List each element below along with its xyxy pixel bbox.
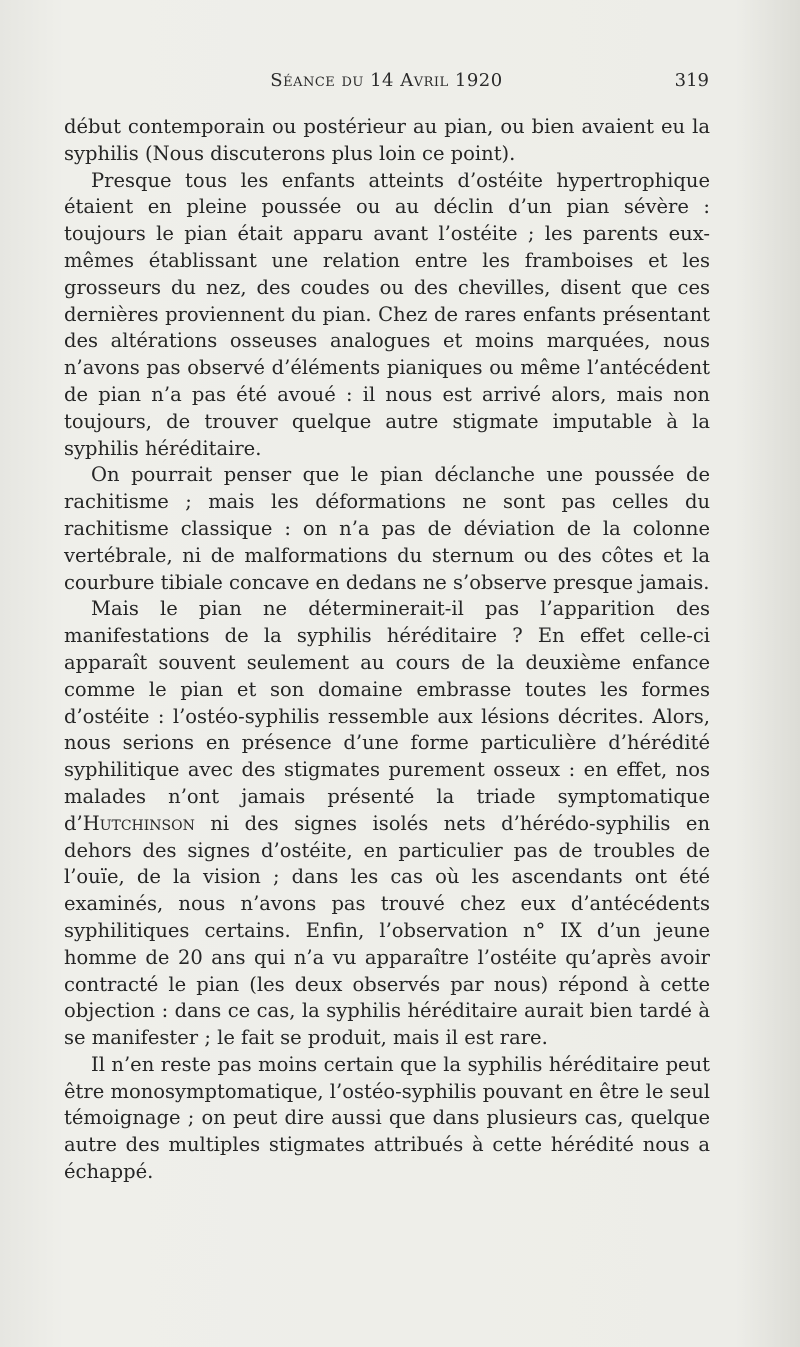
paragraph-4: [64, 596, 710, 1052]
page-number: 319: [674, 70, 709, 91]
body-text: [64, 114, 710, 1186]
paragraph-3: On pourrait penser que le pian déclanche une poussée de rachitisme ; mais les déformations ne sont pas celles du rachitisme classique : on n’a pas de déviation de la colonne vertébrale, ni de malformations du sternum ou des côtes et la courbure tibiale concave en dedans ne s’observe presque jamais.: [64, 463, 710, 594]
paragraph-4-part-1: Mais le pian ne déterminerait-il pas l’apparition des manifestations de la syphilis héréditaire ? En effet celle-ci apparaît souvent seulement au cours de la deuxième enfance comme le pian et son domaine embrasse toutes les formes d’ostéite : l’ostéo-syphilis ressemble aux lésions décrites. Alors, nous serions en présence d’une forme particulière d’hérédité syphilitique avec des stigmates purement osseux : en effet, nos malades n’ont jamais présenté la triade symptomatique d’: [64, 597, 710, 835]
paragraph-1: début contemporain ou postérieur au pian, ou bien avaient eu la syphilis (Nous discuterons plus loin ce point).: [64, 115, 710, 165]
author-name: Hutchinson: [82, 811, 195, 835]
running-title: Séance du 14 Avril 1920: [270, 70, 503, 91]
page-header: [64, 70, 709, 98]
paragraph-5: Il n’en reste pas moins certain que la syphilis héréditaire peut être monosymptomatique, l’ostéo-syphilis pouvant en être le seul témoignage ; on peut dire aussi que dans plusieurs cas, quelque autre des multiples stigmates attribués à cette hérédité nous a échappé.: [64, 1052, 710, 1184]
paragraph-2: Presque tous les enfants atteints d’ostéite hypertrophique étaient en pleine poussée ou au déclin d’un pian sévère : toujours le pian était apparu avant l’ostéite ; les parents eux-mêmes établissant une relation entre les framboises et les grosseurs du nez, des coudes ou des chevilles, disent que ces dernières proviennent du pian. Chez de rares enfants présentant des altérations osseuses analogues et moins marquées, nous n’avons pas observé d’éléments pianiques ou même l’antécédent de pian n’a pas été avoué : il nous est arrivé alors, mais non toujours, de trouver quelque autre stigmate imputable à la syphilis héréditaire.: [64, 168, 710, 460]
paragraph-4-part-2: ni des signes isolés nets d’hérédo-syphilis en dehors des signes d’ostéite, en particulier pas de troubles de l’ouïe, de la vision ; dans les cas où les ascendants ont été examinés, nous n’avons pas trouvé chez eux d’antécédents syphilitiques certains. Enfin, l’observation n° IX d’un jeune homme de 20 ans qui n’a vu apparaître l’ostéite qu’après avoir contracté le pian (les deux observés par nous) répond à cette objection : dans ce cas, la syphilis héréditaire aurait bien tardé à se manifester ; le fait se produit, mais il est rare.: [64, 811, 710, 1050]
